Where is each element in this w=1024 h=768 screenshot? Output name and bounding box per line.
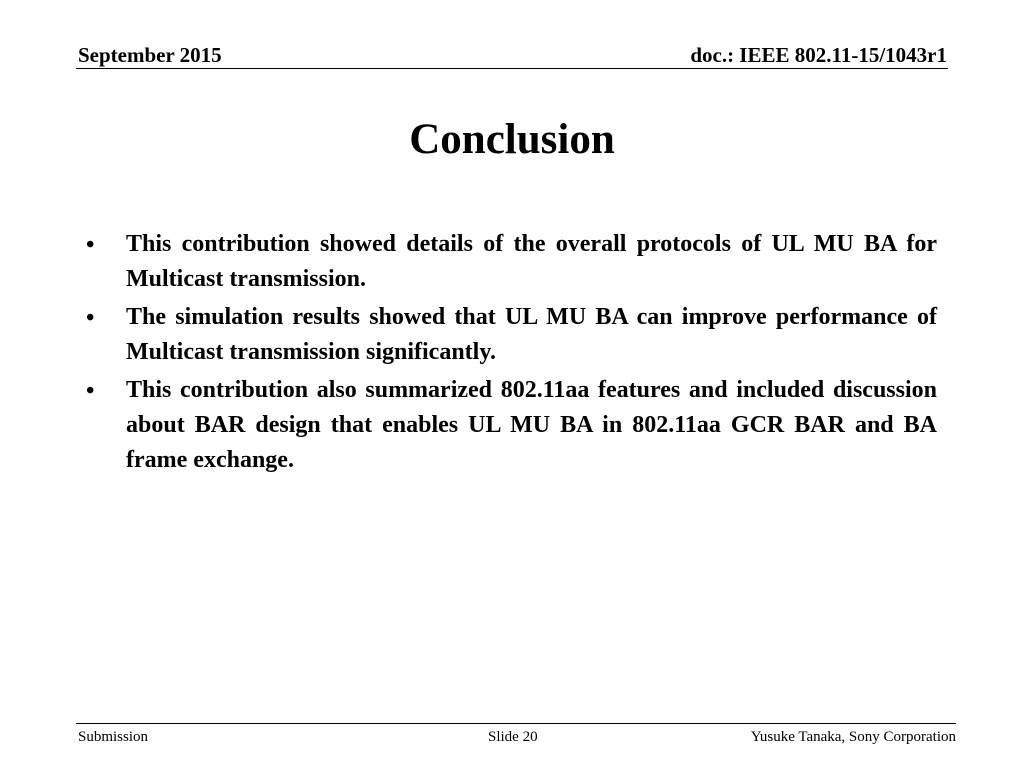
bullet-text: This contribution also summarized 802.11aa features and included discussion about BAR design that enables UL MU BA in 802.11aa GCR BAR and BA frame exchange. — [126, 377, 937, 473]
slide-title: Conclusion — [409, 116, 615, 163]
header-doc-id: doc.: IEEE 802.11-15/1043r1 — [690, 43, 947, 67]
footer-author: Yusuke Tanaka, Sony Corporation — [750, 729, 956, 745]
header-divider — [76, 68, 948, 69]
bullet-dot-icon: • — [86, 232, 95, 258]
footer-divider — [76, 723, 956, 724]
footer-submission: Submission — [78, 729, 149, 745]
bullet-dot-icon: • — [86, 305, 95, 331]
bullet-text: This contribution showed details of the overall protocols of UL MU BA for Multicast transmission. — [126, 231, 937, 292]
bullet-text: The simulation results showed that UL MU BA can improve performance of Multicast transmission significantly. — [126, 304, 937, 365]
bullet-item — [84, 227, 937, 297]
header-date: September 2015 — [78, 43, 222, 67]
footer-slide-number: Slide 20 — [488, 729, 538, 745]
bullet-item — [84, 373, 937, 478]
bullet-list — [84, 227, 937, 481]
bullet-dot-icon: • — [86, 378, 95, 404]
bullet-item — [84, 300, 937, 370]
